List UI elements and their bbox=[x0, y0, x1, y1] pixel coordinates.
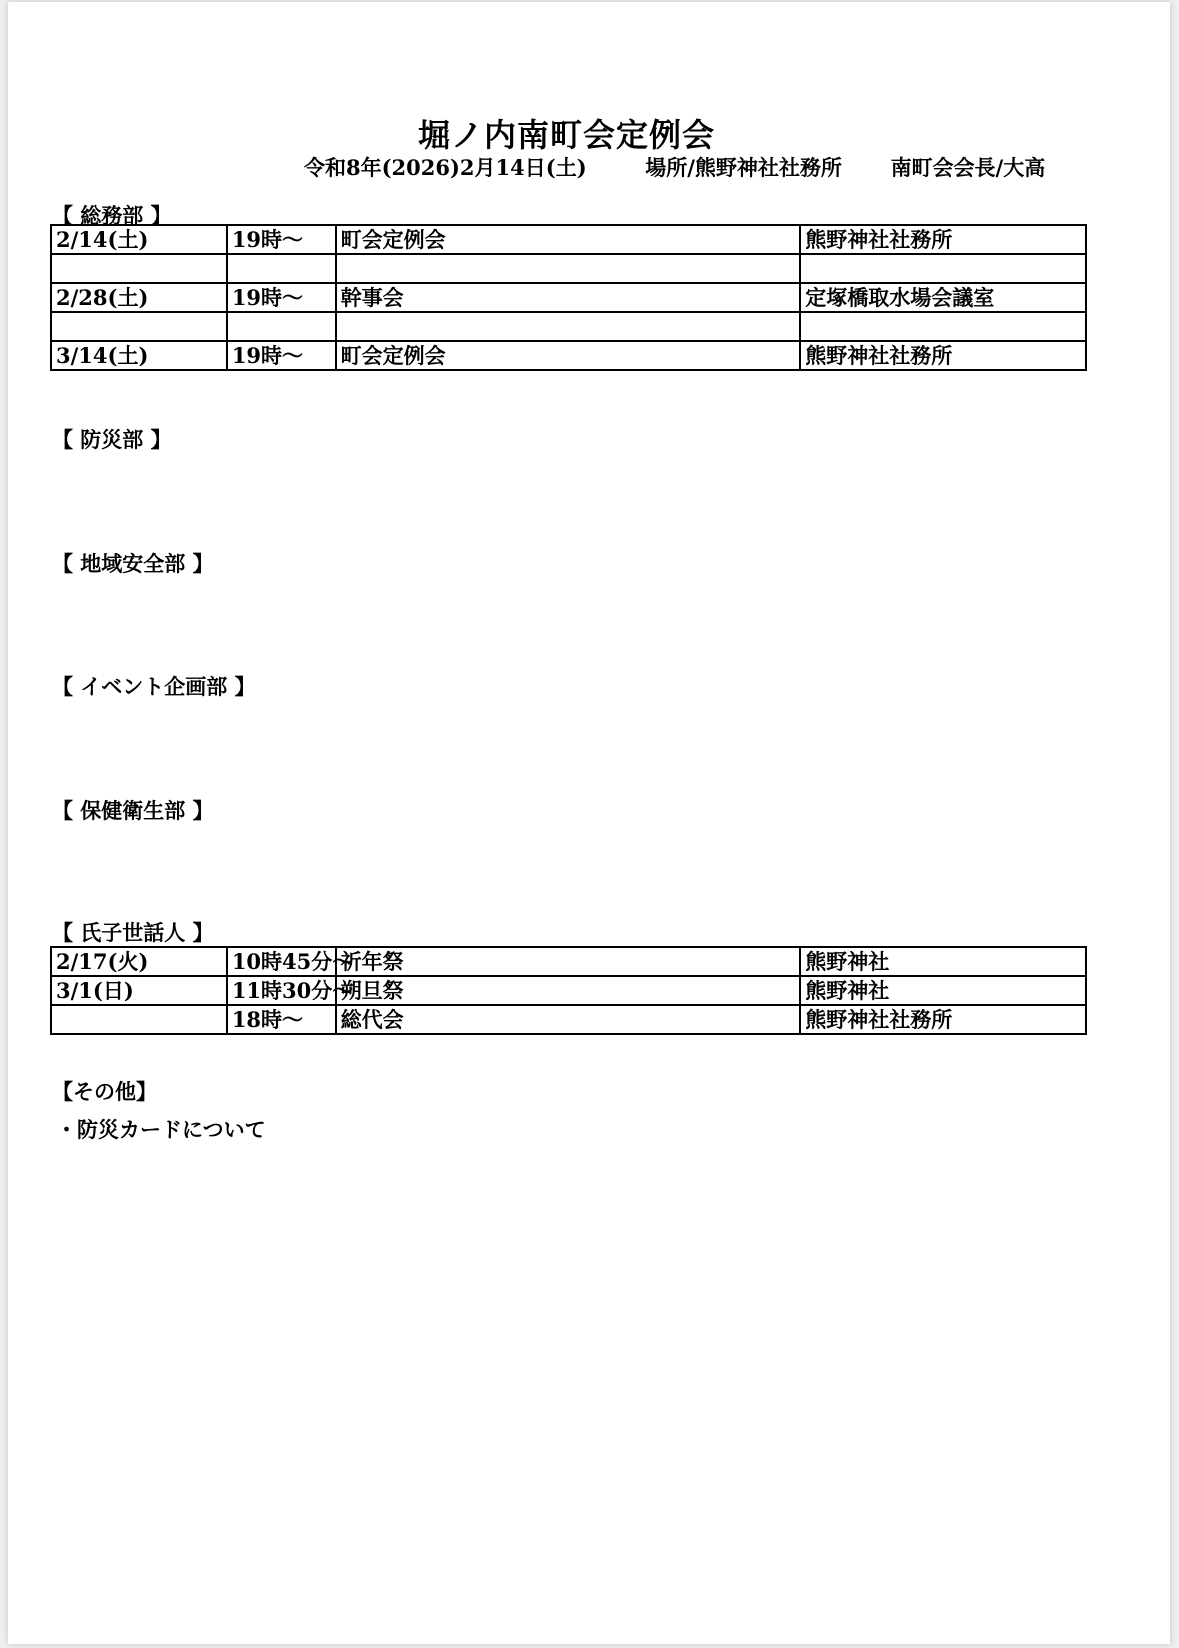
row-time: 19時～ bbox=[227, 341, 336, 370]
row-time bbox=[227, 254, 336, 283]
row-date: 2/28(土) bbox=[51, 283, 227, 312]
page-title: 堀ノ内南町会定例会 bbox=[418, 116, 716, 154]
row-place: 熊野神社 bbox=[800, 947, 1086, 976]
meeting-date: 令和8年(2026)2月14日(土) bbox=[304, 155, 587, 180]
row-place: 熊野神社社務所 bbox=[800, 1005, 1086, 1034]
row-date: 3/14(土) bbox=[51, 341, 227, 370]
section-heading-other: 【その他】 bbox=[52, 1079, 157, 1104]
row-place: 熊野神社 bbox=[800, 976, 1086, 1005]
table-row bbox=[51, 1005, 1086, 1034]
row-event: 朔旦祭 bbox=[336, 976, 801, 1005]
row-event: 祈年祭 bbox=[336, 947, 801, 976]
meeting-info bbox=[304, 152, 1045, 182]
row-time: 11時30分～ bbox=[227, 976, 336, 1005]
somu-schedule-table bbox=[50, 224, 1087, 371]
section-heading-bosai: 【 防災部 】 bbox=[52, 427, 172, 452]
table-row bbox=[51, 341, 1086, 370]
row-date: 3/1(日) bbox=[51, 976, 227, 1005]
table-row bbox=[51, 976, 1086, 1005]
table-row bbox=[51, 947, 1086, 976]
section-heading-ujiko: 【 氏子世話人 】 bbox=[52, 920, 214, 945]
table-row bbox=[51, 225, 1086, 254]
row-date bbox=[51, 1005, 227, 1034]
meeting-place: 場所/熊野神社社務所 bbox=[645, 155, 842, 180]
other-note-item: ・防災カードについて bbox=[56, 1117, 266, 1142]
row-date: 2/14(土) bbox=[51, 225, 227, 254]
row-time: 18時～ bbox=[227, 1005, 336, 1034]
row-date bbox=[51, 254, 227, 283]
row-event: 町会定例会 bbox=[336, 341, 801, 370]
table-row bbox=[51, 312, 1086, 341]
row-place: 熊野神社社務所 bbox=[800, 341, 1086, 370]
row-event bbox=[336, 254, 801, 283]
row-event: 総代会 bbox=[336, 1005, 801, 1034]
row-place bbox=[800, 312, 1086, 341]
row-date bbox=[51, 312, 227, 341]
row-place bbox=[800, 254, 1086, 283]
section-heading-somu: 【 総務部 】 bbox=[52, 203, 172, 228]
table-row bbox=[51, 283, 1086, 312]
section-heading-hoken: 【 保健衛生部 】 bbox=[52, 798, 214, 823]
row-time: 19時～ bbox=[227, 283, 336, 312]
row-event: 幹事会 bbox=[336, 283, 801, 312]
section-heading-event: 【 イベント企画部 】 bbox=[52, 674, 256, 699]
row-time: 19時～ bbox=[227, 225, 336, 254]
row-place: 熊野神社社務所 bbox=[800, 225, 1086, 254]
row-event bbox=[336, 312, 801, 341]
row-time bbox=[227, 312, 336, 341]
row-event: 町会定例会 bbox=[336, 225, 801, 254]
row-place: 定塚橋取水場会議室 bbox=[800, 283, 1086, 312]
section-heading-chiiki: 【 地域安全部 】 bbox=[52, 551, 214, 576]
meeting-chair: 南町会会長/大高 bbox=[890, 155, 1046, 180]
row-date: 2/17(火) bbox=[51, 947, 227, 976]
ujiko-schedule-table bbox=[50, 946, 1087, 1035]
row-time: 10時45分～ bbox=[227, 947, 336, 976]
document-page bbox=[8, 2, 1170, 1644]
table-row bbox=[51, 254, 1086, 283]
